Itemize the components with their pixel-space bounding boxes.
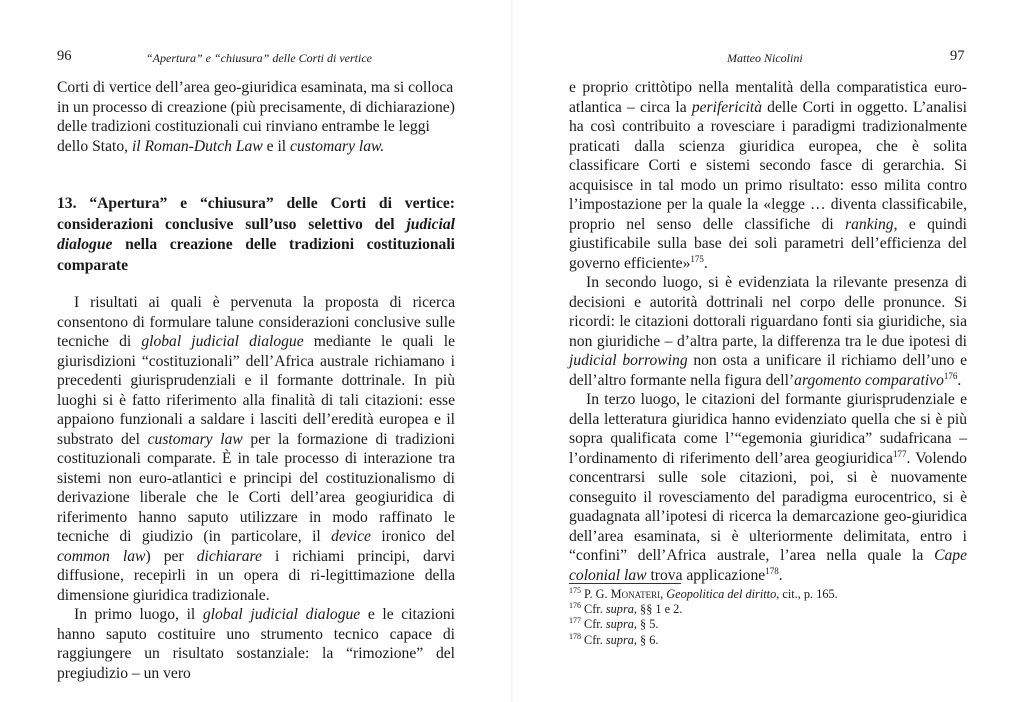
italic-run: ranking (845, 215, 894, 233)
footnote-number: 177 (569, 616, 581, 626)
text-run: . (957, 371, 962, 389)
footnote-text: , § 5. (633, 617, 659, 632)
footnotes (569, 587, 967, 648)
footnote-ref: 175 (690, 253, 704, 264)
italic-run: customary law. (290, 137, 385, 155)
paragraph (569, 273, 967, 390)
text-run: ) per (145, 547, 197, 565)
paragraph (57, 605, 455, 683)
running-head-right: Matteo Nicolini (727, 51, 803, 65)
footnote-number: 178 (569, 631, 581, 641)
paragraph (57, 293, 455, 605)
text-run: ironico del (370, 528, 455, 545)
left-body-text (57, 293, 455, 683)
italic-run: perifericità (691, 98, 762, 116)
footnote-italic: Geopolitica del diritto (666, 587, 777, 601)
text-run: , e quindi giustificabile sulla base dei soli parametri dell’efficienza del governo efficiente» (569, 215, 967, 272)
footnote-number: 175 (569, 585, 581, 595)
footnote-author: Monateri (610, 587, 661, 601)
text-run: In secondo luogo, si è evidenziata la rilevante presenza di decisioni e autorità dottrinali nel corpo delle pronunce. Si ricordi: le citazioni dottorali riguardano fonti sia giuridiche, sia non giuridiche – d’altra parte, la differenza tra le due ipotesi di (569, 274, 967, 350)
heading-text: 13. “Apertura” e “chiusura” delle Corti di vertice: considerazioni conclusive sull’uso selettivo del (57, 195, 455, 233)
text-run: i richiami principi, darvi diffusione, recepirli in un opera di ri-legittimazione della dimensione giuridica tradizionale. (57, 547, 456, 604)
footnote-text: Cfr. (584, 632, 606, 647)
text-run: delle Corti in oggetto. L’analisi ha così contribuito a rovesciare i paradigmi tradizionalmente praticati dalla scienza giuridica europea, che è solita classificare Corti e sistemi secondo fasce di gerarchia. Si acquisisce in tal modo un primo risultato: esso milita contro l’impostazione per la quale la «legge … diventa classificabile, proprio nel senso delle classifiche di (569, 98, 967, 233)
right-body-text (569, 78, 967, 585)
heading-italic: judicial dialogue (57, 215, 455, 253)
footnote-italic: supra (605, 617, 634, 632)
footnote (569, 617, 967, 632)
heading-text: nella creazione delle tradizioni costituzionali comparate (57, 236, 455, 274)
footnote-ref: 176 (943, 370, 958, 381)
footnote (569, 602, 967, 617)
footnote (569, 587, 967, 602)
text-run: trova applicazione (646, 566, 766, 584)
footnote-separator (569, 583, 681, 584)
text-run: In primo luogo, il (74, 606, 203, 623)
footnote (569, 633, 967, 648)
text-run: e le citazioni hanno saputo costituire uno strumento tecnico capace di raggiungere un risultato sostanziale: la “rimozione” del pregiudizio – un vero (57, 606, 455, 682)
text-run: . (778, 566, 783, 584)
footnote-number: 176 (569, 601, 581, 611)
italic-run: dichiarare (196, 547, 262, 565)
italic-run: global judicial dialogue (141, 333, 304, 350)
italic-run: global judicial dialogue (202, 606, 361, 623)
footnote-text: , § 6. (633, 632, 659, 647)
running-head-left: “Apertura” e “chiusura” delle Corti di vertice (146, 51, 372, 65)
text-run: . Volendo concentrarsi sulle sole citazioni, poi, si è nuovamente conseguito il rovesciamento del paradigma eurocentrico, si è guadagnata all’ipotesi di ricerca la demarcazione geo-giuridica dell’area esaminata, si è ulteriormente delimitata, entro i “confini” dell’Africa australe, l’area nella quale la (569, 449, 967, 564)
footnote-text: , (660, 587, 667, 601)
text-run: per la formazione di tradizioni costituzionali comparate. È in tale processo di interazione tra sistemi non euro-atlantici e principi del costituzionalismo di derivazione liberale che le Corti dell’area geogiuridica di riferimento hanno saputo utilizzare in modo raffinato le tecniche di giudizio (in particolare, il (57, 430, 456, 545)
footnote-italic: supra (605, 602, 634, 617)
page-number-left: 96 (57, 48, 72, 64)
italic-run: customary law (147, 430, 243, 448)
text-run: In terzo luogo, le citazioni del formante giurisprudenziale e della letteratura giuridica hanno evidenziato quella che si è più sopra qualificata come l’“egemonia giuridica” sudafricana – l’ordinamento di riferimento dell’area geogiuridica (569, 391, 967, 467)
footnote-text: Cfr. (584, 602, 606, 617)
right-page (512, 0, 1024, 702)
paragraph (569, 390, 967, 585)
footnote-ref: 177 (892, 448, 907, 459)
italic-run: common law (57, 547, 146, 565)
text-run: Corti di vertice dell’area geo-giuridica esaminata, ma si colloca in un processo di creazione (più precisamente, di dichiarazione) delle tradizioni costituzionali cui rinviano entrambe le leggi dello Stato, (57, 79, 455, 155)
footnote-text: , cit., p. 165. (776, 587, 838, 601)
footnote-text: Cfr. (584, 617, 606, 632)
footnote-ref: 178 (765, 565, 779, 576)
footnote-text: P. G. (584, 587, 611, 601)
left-continuation-paragraph (57, 78, 455, 156)
page-number-right: 97 (950, 48, 965, 64)
text-run: I risultati ai quali è pervenuta la proposta di ricerca consentono di formulare talune considerazioni conclusive sulle tecniche di (57, 294, 455, 350)
text-run: mediante le quali le giurisdizioni “costituzionali” dell’Africa australe richiamano i precedenti giurisprudenziali e il formante dottrinale. In più luoghi si è fatto riferimento alla finalità di tali citazioni: esse appaiono funzionali a saldare i lasciti dell’eredità europea e il substrato del (57, 333, 455, 448)
text-run: e proprio crittòtipo nella mentalità della comparatistica euro-atlantica – circa la (569, 79, 967, 116)
text-run: e il (262, 137, 291, 155)
text-run: . (703, 254, 708, 272)
paragraph (569, 78, 967, 273)
italic-run: judicial borrowing (569, 352, 688, 369)
footnote-italic: supra (605, 632, 634, 647)
section-heading (57, 194, 455, 276)
italic-run: device (331, 528, 371, 545)
italic-run: il Roman-Dutch Law (131, 137, 263, 155)
text-run: non osta a unificare il richiamo dell’uno e dell’altro formante nella figura dell’ (569, 352, 967, 389)
footnote-text: , §§ 1 e 2. (633, 602, 683, 617)
italic-run: Cape colonial law (569, 547, 967, 584)
italic-run: argomento comparativo (794, 371, 944, 389)
